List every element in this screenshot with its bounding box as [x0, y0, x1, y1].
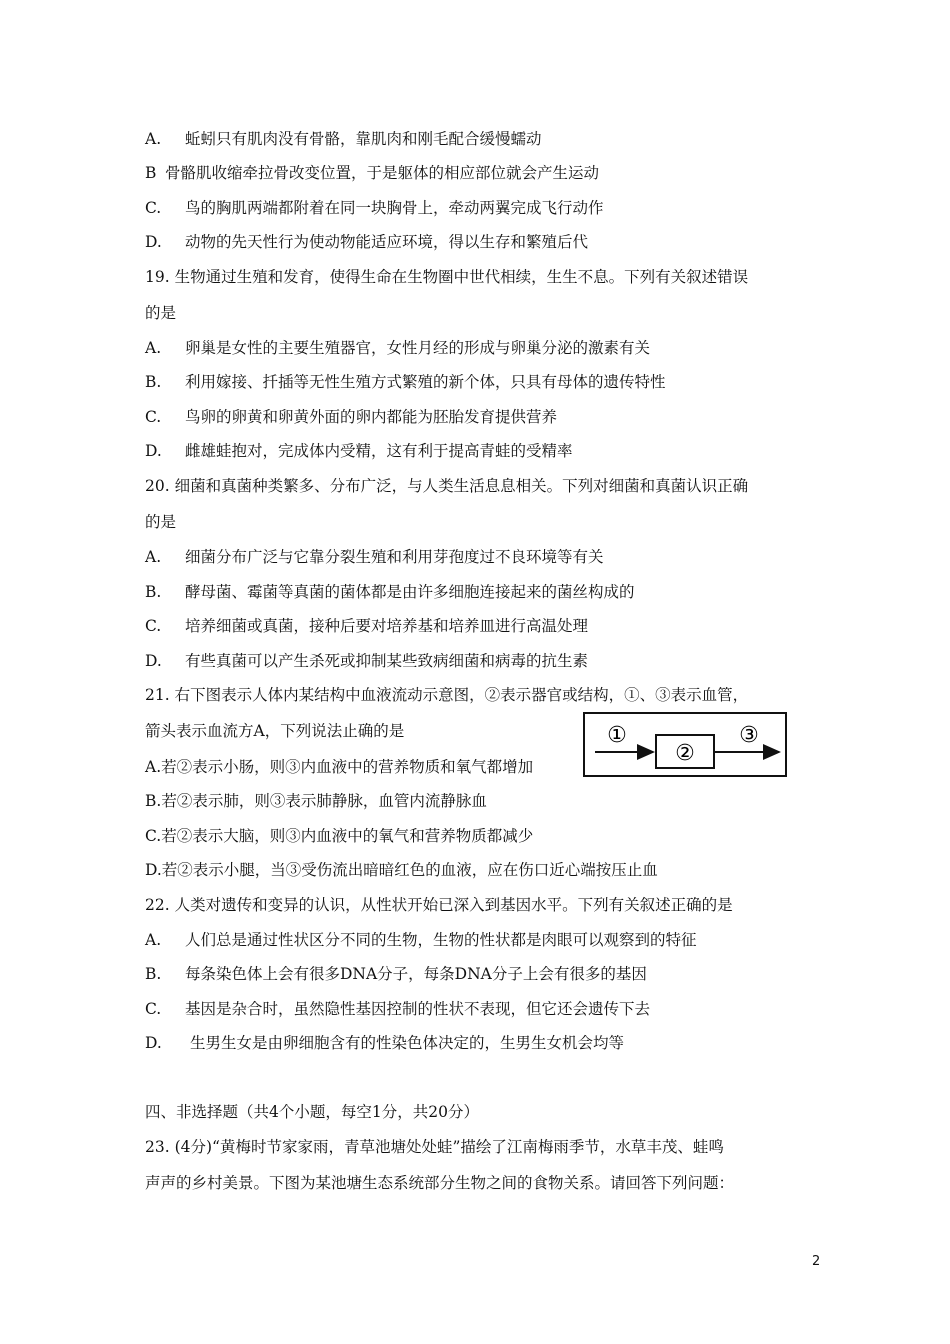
q19-option-c: C. 鸟卵的卵黄和卵黄外面的卵内都能为胚胎发育提供营养 [145, 408, 558, 426]
q19-stem-cont: 的是 [145, 304, 177, 322]
q22-option-c: C. 基因是杂合时，虽然隐性基因控制的性状不表现，但它还会遗传下去 [145, 1000, 651, 1018]
q19-option-a: A. 卵巢是女性的主要生殖器官，女性月经的形成与卵巢分泌的激素有关 [145, 339, 651, 357]
q21-option-d: D.若②表示小腿，当③受伤流出暗暗红色的血液，应在伤口近心端按压止血 [145, 861, 658, 879]
vessel-3-label: ③ [739, 723, 759, 748]
q20-stem-cont: 的是 [145, 513, 177, 531]
page-number: 2 [812, 1254, 821, 1269]
q20-option-a: A. 细菌分布广泛与它靠分裂生殖和利用芽孢度过不良环境等有关 [145, 548, 604, 566]
q21-stem-cont: 箭头表示血流方A，下列说法止确的是 [145, 722, 405, 740]
section-4-heading: 四、非选择题（共4个小题，每空1分，共20分） [145, 1103, 479, 1121]
q22-option-d: D. 生男生女是由卵细胞含有的性染色体决定的，生男生女机会均等 [145, 1034, 625, 1052]
blood-flow-diagram [583, 712, 787, 777]
q23-stem-cont: 声声的乡村美景。下图为某池塘生态系统部分生物之间的食物关系。请回答下列问题： [145, 1174, 735, 1192]
q19-option-b: B. 利用嫁接、扦插等无性生殖方式繁殖的新个体，只具有母体的遗传特性 [145, 373, 666, 391]
q21-option-a: A.若②表示小肠，则③内血液中的营养物质和氧气都增加 [145, 758, 534, 776]
vessel-1-label: ① [607, 723, 627, 748]
q22-option-b: B. 每条染色体上会有很多DNA分子，每条DNA分子上会有很多的基因 [145, 965, 647, 983]
q19-option-d: D. 雌雄蛙抱对，完成体内受精，这有利于提高青蛙的受精率 [145, 442, 573, 460]
q18-option-a: A. 蚯蚓只有肌肉没有骨骼，靠肌肉和刚毛配合缓慢蠕动 [145, 130, 542, 148]
q18-option-b: B 骨骼肌收缩牵拉骨改变位置，于是躯体的相应部位就会产生运动 [145, 164, 600, 182]
q18-option-c: C. 鸟的胸肌两端都附着在同一块胸骨上，牵动两翼完成飞行动作 [145, 199, 604, 217]
q20-option-c: C. 培养细菌或真菌，接种后要对培养基和培养皿进行高温处理 [145, 617, 589, 635]
q20-stem: 20. 细菌和真菌种类繁多、分布广泛，与人类生活息息相关。下列对细菌和真菌认识正确 [145, 477, 749, 495]
q21-option-b: B.若②表示肺，则③表示肺静脉，血管内流静脉血 [145, 792, 487, 810]
q21-option-c: C.若②表示大脑，则③内血液中的氧气和营养物质都减少 [145, 827, 534, 845]
q18-option-d: D. 动物的先天性行为使动物能适应环境，得以生存和繁殖后代 [145, 233, 589, 251]
q20-option-b: B. 酵母菌、霉菌等真菌的菌体都是由许多细胞连接起来的菌丝构成的 [145, 583, 635, 601]
q22-option-a: A. 人们总是通过性状区分不同的生物，生物的性状都是肉眼可以观察到的特征 [145, 931, 697, 949]
q22-stem: 22. 人类对遗传和变异的认识，从性状开始已深入到基因水平。下列有关叙述正确的是 [145, 896, 733, 914]
organ-label: ② [675, 741, 695, 766]
q21-stem: 21. 右下图表示人体内某结构中血液流动示意图，②表示器官或结构，①、③表示血管， [145, 686, 749, 704]
q23-stem: 23. (4分)“黄梅时节家家雨，青草池塘处处蛙”描绘了江南梅雨季节，水草丰茂、蛙鸣 [145, 1138, 724, 1156]
q20-option-d: D. 有些真菌可以产生杀死或抑制某些致病细菌和病毒的抗生素 [145, 652, 589, 670]
q19-stem: 19. 生物通过生殖和发育，使得生命在生物圈中世代相续，生生不息。下列有关叙述错误 [145, 268, 749, 286]
